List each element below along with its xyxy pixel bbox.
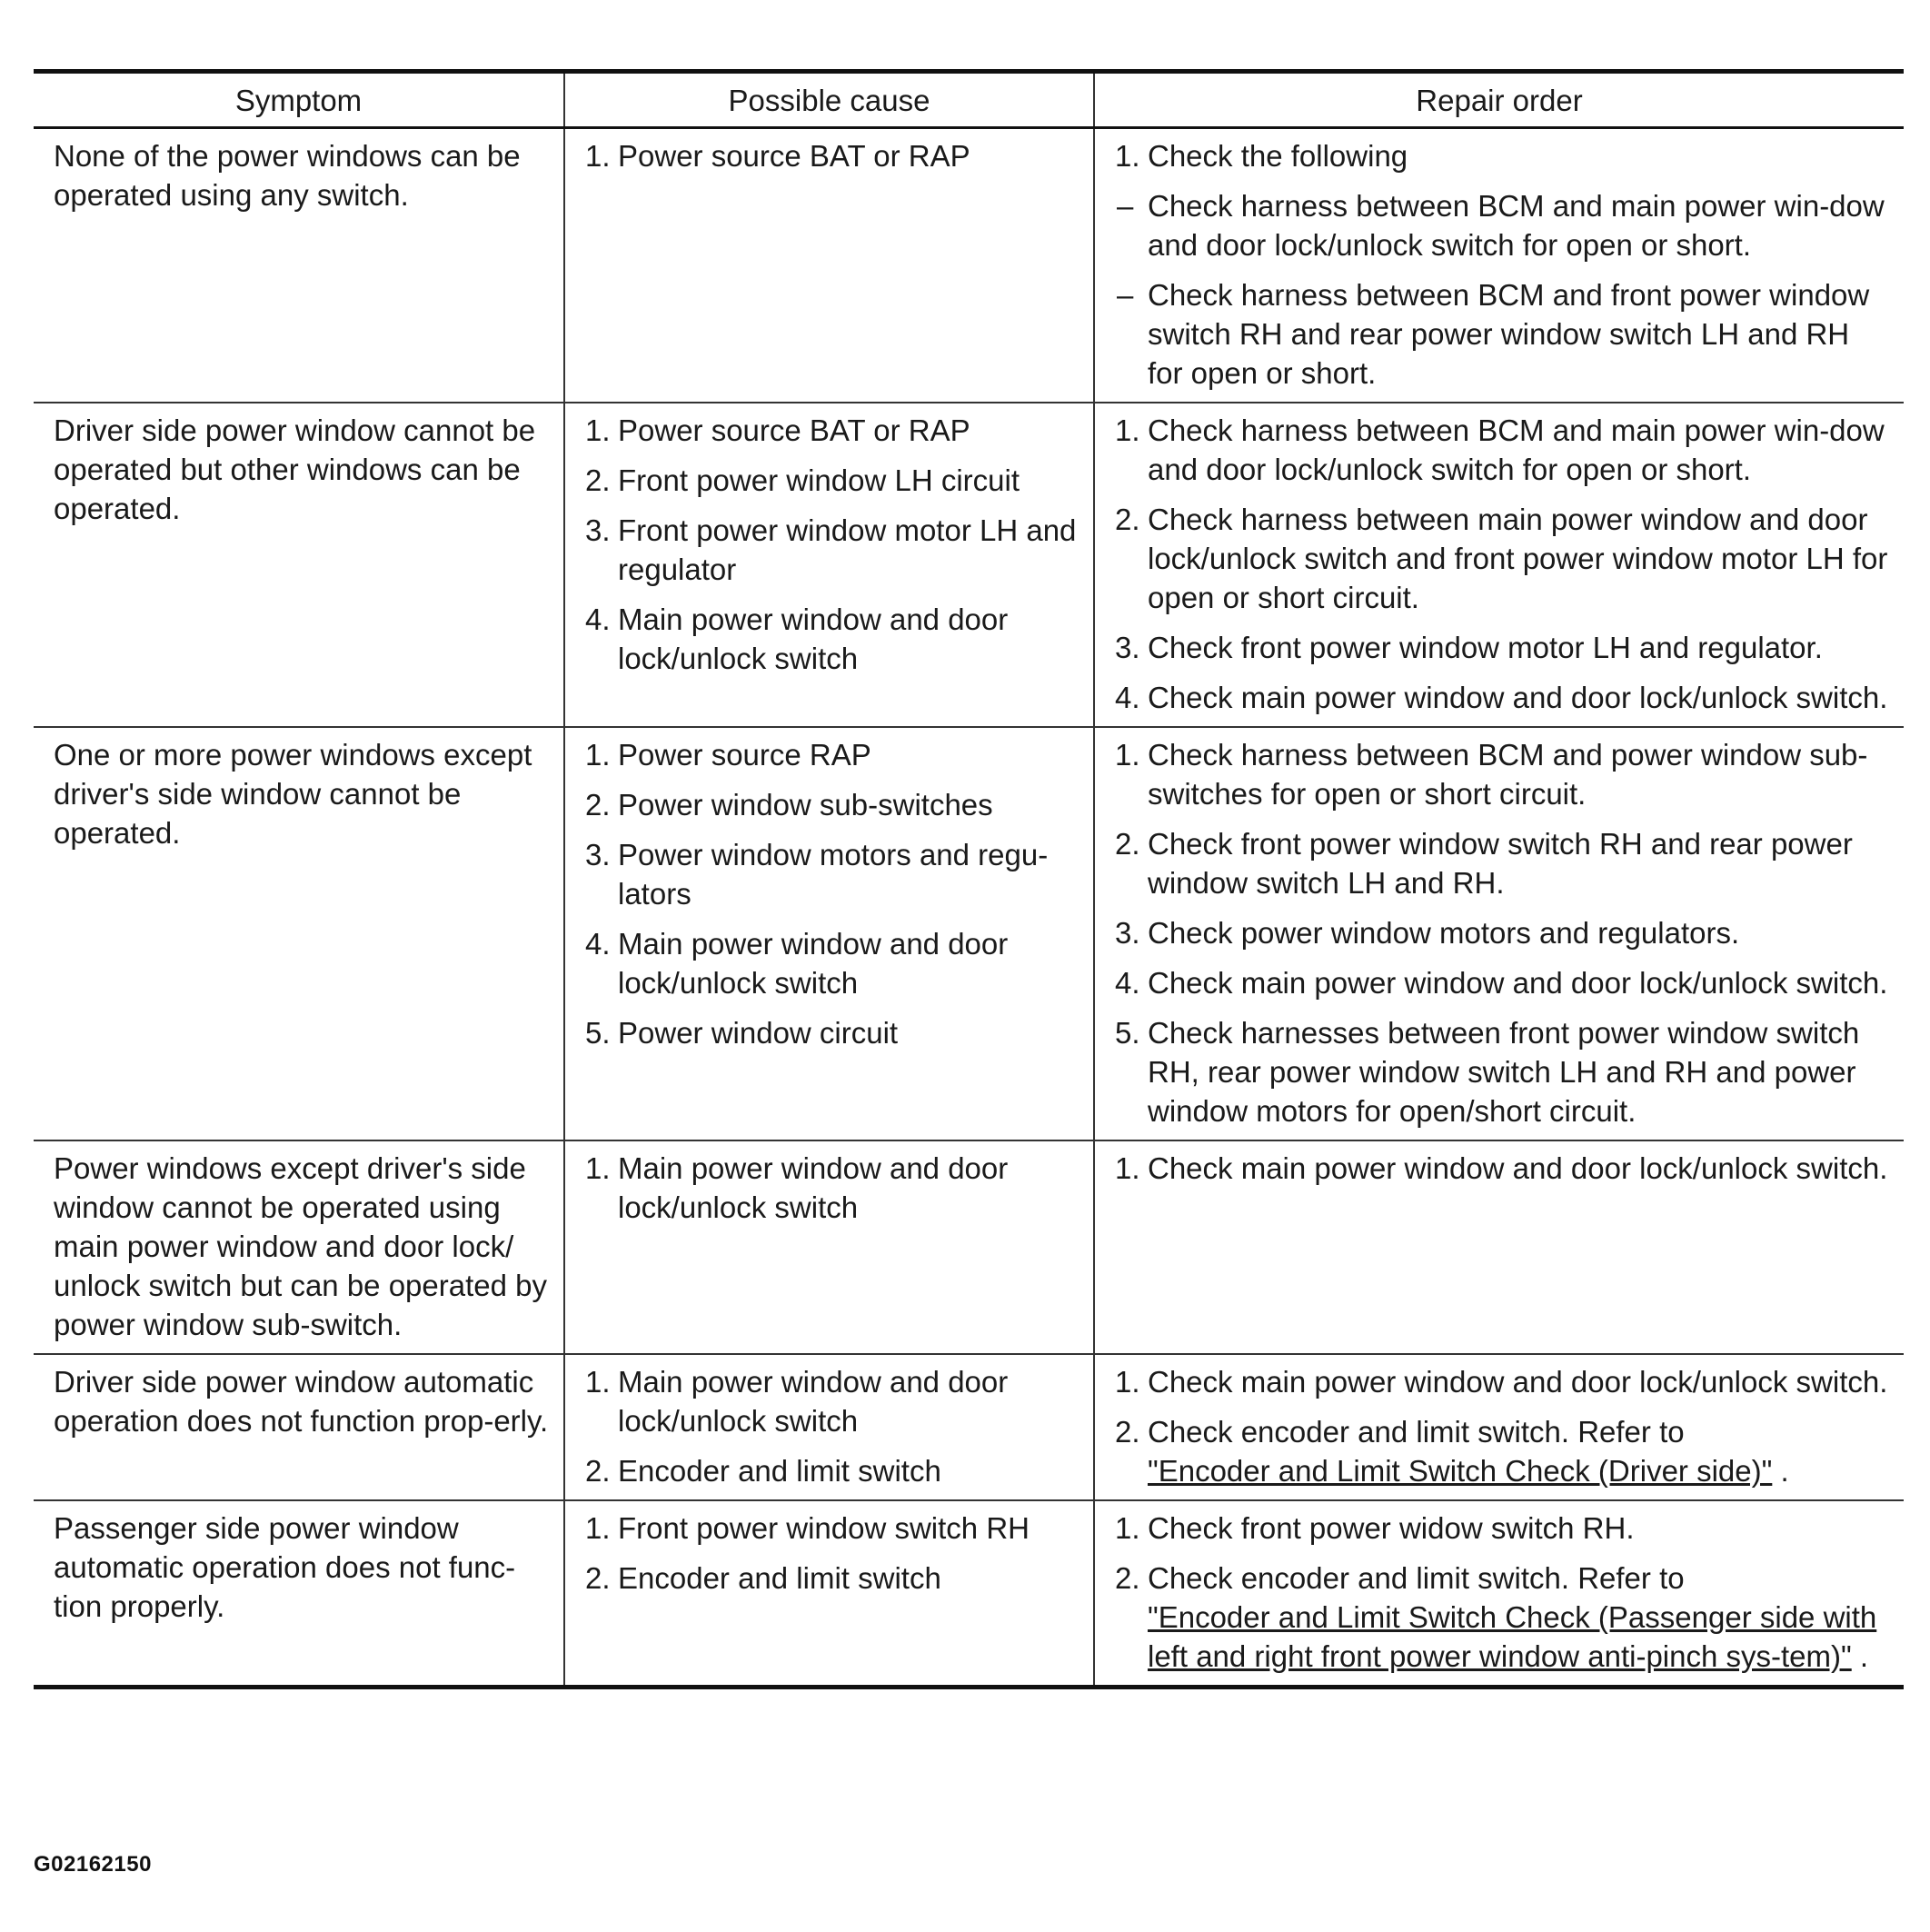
list-item [1115,963,1891,1002]
symptom-cell: Power windows except driver's side window cannot be operated using main power window and door lock/ unlock switch but can be operated by power window sub-switch. [54,1151,548,1341]
repair-text: Check main power window and door lock/unlock switch. [1148,966,1888,1000]
list-item [1115,628,1891,667]
table-row [34,128,1904,403]
repair-list [1115,411,1891,717]
cause-cell [564,1140,1094,1354]
repair-text: Check encoder and limit switch. Refer to [1148,1415,1685,1449]
list-item [1115,1013,1891,1130]
cause-list [585,1509,1080,1598]
list-item: 2. Power window sub-switches [585,788,993,822]
repair-text: Check front power window switch RH and rear power window switch LH and RH. [1148,827,1853,900]
repair-text: Check encoder and limit switch. Refer to [1148,1561,1685,1595]
cause-cell [564,403,1094,727]
item-number: 5. [1115,1016,1140,1050]
cause-text: Encoder and limit switch [618,1454,941,1488]
item-number: 4. [1115,966,1140,1000]
cause-list [585,1362,1080,1490]
list-item: 1. Front power window switch RH [585,1511,1030,1545]
list-item [1115,1412,1891,1490]
repair-text: Check harness between main power window and door lock/unlock switch and front power window motor LH for open or short circuit. [1148,503,1888,614]
repair-text: Check main power window and door lock/unlock switch. [1148,681,1888,714]
item-number: 1. [1115,139,1140,173]
list-item: 2. Encoder and limit switch [585,1454,941,1488]
list-item [1115,1559,1891,1676]
symptom-cell: None of the power windows can be operated using any switch. [54,139,521,212]
diagnosis-table-container [34,69,1904,1689]
cause-text: Encoder and limit switch [618,1561,941,1595]
repair-text: Check harness between BCM and main power win-dow and door lock/unlock switch for open or short. [1148,189,1885,262]
dash-marker: – [1117,189,1134,223]
link-tail: . [1772,1454,1789,1488]
list-item: 1. Main power window and door lock/unlock switch [585,1151,1009,1224]
list-item: 5. Power window circuit [585,1016,899,1050]
encoder-limit-switch-check-passenger-link[interactable]: "Encoder and Limit Switch Check (Passenger side with left and right front power window anti-pinch sys-tem)" [1148,1600,1877,1673]
link-tail: . [1851,1639,1869,1673]
repair-text: Check harnesses between front power window switch RH, rear power window switch LH and RH and power window motors for open/short circuit. [1148,1016,1860,1128]
cause-list [585,1149,1080,1227]
cause-text: Main power window and door lock/unlock switch [618,603,1009,675]
repair-cell [1094,1140,1904,1354]
symptom-cell: Driver side power window automatic operation does not function prop-erly. [54,1365,549,1438]
list-item [1115,824,1891,902]
list-item: 2. Encoder and limit switch [585,1561,941,1595]
item-number: 3. [1115,916,1140,950]
list-item [1115,678,1891,717]
item-number: 1. [1115,738,1140,772]
repair-list [1115,1149,1891,1188]
table-row [34,1140,1904,1354]
cause-text: Power source BAT or RAP [618,139,970,173]
header-possible-cause: Possible cause [564,72,1094,128]
item-number: 2. [1115,1415,1140,1449]
repair-list [1115,1362,1891,1490]
table-row [34,727,1904,1140]
cause-text: Front power window switch RH [618,1511,1030,1545]
list-item [1115,275,1891,393]
repair-text: Check main power window and door lock/unlock switch. [1148,1365,1888,1399]
header-symptom: Symptom [234,83,363,117]
repair-text: Check the following [1148,139,1408,173]
item-number: 1. [1115,1511,1140,1545]
list-item: 3. Front power window motor LH and regulator [585,513,1077,586]
cause-text: Power source RAP [618,738,871,772]
repair-cell [1094,403,1904,727]
repair-list [1115,136,1891,393]
symptom-cell: One or more power windows except driver's side window cannot be operated. [54,738,532,850]
item-number: 1. [1115,1151,1140,1185]
cause-text: Main power window and door lock/unlock switch [618,1151,1009,1224]
list-item [1115,186,1891,264]
cause-text: Power window motors and regu-lators [618,838,1049,911]
list-item [1115,1509,1891,1548]
table-row [34,1354,1904,1500]
dash-marker: – [1117,278,1134,312]
list-item: 1. Power source BAT or RAP [585,139,970,173]
repair-cell [1094,128,1904,403]
list-item [1115,735,1891,813]
symptom-cell: Passenger side power window automatic operation does not func-tion properly. [54,1511,516,1623]
list-item [1115,136,1891,175]
header-repair-order: Repair order [1094,72,1904,128]
list-item [1115,500,1891,617]
table-header-row [34,72,1904,128]
cause-cell [564,1354,1094,1500]
list-item: 1. Main power window and door lock/unlock switch [585,1365,1009,1438]
cause-text: Power window circuit [618,1016,899,1050]
cause-text: Main power window and door lock/unlock switch [618,1365,1009,1438]
repair-list [1115,1509,1891,1676]
repair-text: Check harness between BCM and power window sub-switches for open or short circuit. [1148,738,1868,811]
repair-cell [1094,1500,1904,1688]
list-item [1115,913,1891,952]
cause-text: Front power window LH circuit [618,463,1020,497]
cause-cell [564,1500,1094,1688]
list-item: 4. Main power window and door lock/unlock switch [585,603,1009,675]
table-row [34,1500,1904,1688]
repair-text: Check main power window and door lock/unlock switch. [1148,1151,1888,1185]
cause-list [585,735,1080,1052]
cause-cell [564,727,1094,1140]
list-item [1115,411,1891,489]
list-item: 4. Main power window and door lock/unlock switch [585,927,1009,1000]
item-number: 2. [1115,503,1140,536]
cause-list [585,136,1080,175]
symptom-table [34,69,1904,1689]
item-number: 2. [1115,1561,1140,1595]
list-item: 2. Front power window LH circuit [585,463,1020,497]
list-item: 3. Power window motors and regu-lators [585,838,1049,911]
cause-cell [564,128,1094,403]
repair-text: Check front power widow switch RH. [1148,1511,1635,1545]
table-row [34,403,1904,727]
item-number: 4. [1115,681,1140,714]
repair-cell [1094,727,1904,1140]
repair-cell [1094,1354,1904,1500]
item-number: 1. [1115,1365,1140,1399]
repair-text: Check harness between BCM and main power win-dow and door lock/unlock switch for open or short. [1148,413,1885,486]
cause-text: Power source BAT or RAP [618,413,970,447]
repair-text: Check power window motors and regulators. [1148,916,1740,950]
repair-text: Check harness between BCM and front power window switch RH and rear power window switch LH and RH for open or short. [1148,278,1870,390]
cause-list [585,411,1080,678]
symptom-cell: Driver side power window cannot be operated but other windows can be operated. [54,413,536,525]
list-item: 1. Power source RAP [585,738,871,772]
repair-text: Check front power window motor LH and regulator. [1148,631,1823,664]
cause-text: Main power window and door lock/unlock switch [618,927,1009,1000]
list-item [1115,1362,1891,1401]
cause-text: Front power window motor LH and regulator [618,513,1077,586]
item-number: 1. [1115,413,1140,447]
list-item [1115,1149,1891,1188]
list-item: 1. Power source BAT or RAP [585,413,970,447]
encoder-limit-switch-check-driver-link[interactable]: "Encoder and Limit Switch Check (Driver side)" [1148,1454,1773,1488]
item-number: 2. [1115,827,1140,861]
figure-id-label: G02162150 [34,1852,152,1877]
cause-text: Power window sub-switches [618,788,993,822]
item-number: 3. [1115,631,1140,664]
repair-list [1115,735,1891,1130]
